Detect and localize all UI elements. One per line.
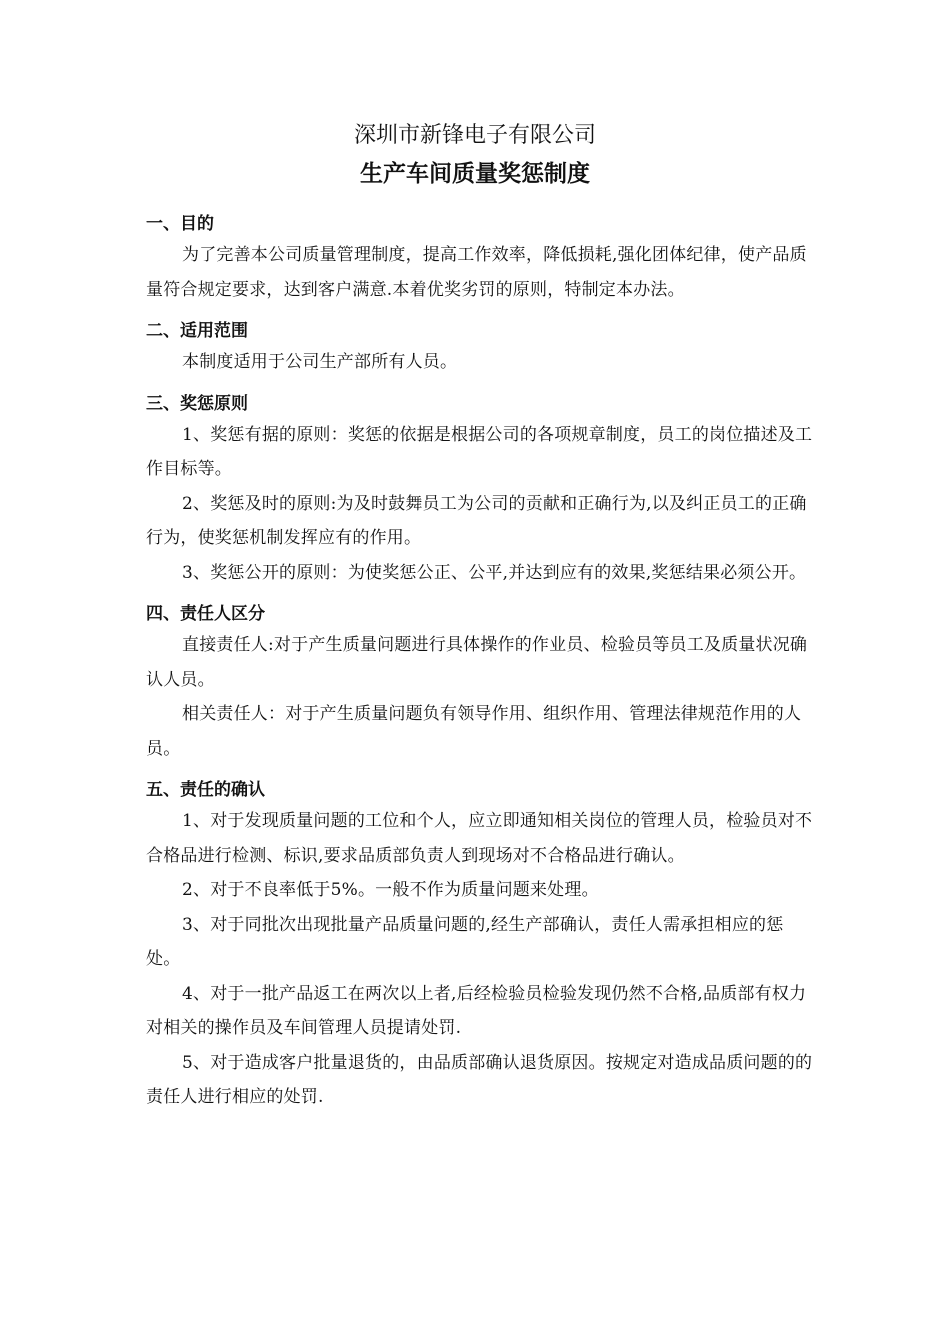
paragraph: 2、对于不良率低于5%。一般不作为质量问题来处理。 [182, 880, 599, 900]
section-principles [146, 390, 816, 591]
company-name: 深圳市新锋电子有限公司 [353, 123, 596, 148]
paragraph: 3、对于同批次出现批量产品质量问题的,经生产部确认，责任人需承担相应的惩处。 [146, 914, 784, 969]
paragraph: 1、奖惩有据的原则：奖惩的依据是根据公司的各项规章制度，员工的岗位描述及工作目标等。 [146, 424, 813, 479]
section-responsible-persons [146, 600, 816, 766]
document-title: 生产车间质量奖惩制度 [360, 161, 590, 187]
paragraph: 本制度适用于公司生产部所有人员。 [182, 352, 458, 372]
section-heading: 二、适用范围 [146, 321, 248, 341]
paragraph: 相关责任人：对于产生质量问题负有领导作用、组织作用、管理法律规范作用的人员。 [146, 704, 802, 759]
paragraph: 3、奖惩公开的原则：为使奖惩公正、公平,并达到应有的效果,奖惩结果必须公开。 [182, 562, 807, 583]
section-heading: 一、目的 [146, 214, 214, 234]
paragraph: 直接责任人:对于产生质量问题进行具体操作的作业员、检验员等员工及质量状况确认人员。 [146, 635, 808, 690]
section-responsibility-confirmation [146, 776, 816, 1115]
section-heading: 三、奖惩原则 [146, 393, 248, 414]
paragraph: 1、对于发现质量问题的工位和个人，应立即通知相关岗位的管理人员，检验员对不合格品进行检测、标识,要求品质部负责人到现场对不合格品进行确认。 [146, 811, 813, 866]
paragraph: 5、对于造成客户批量退货的，由品质部确认退货原因。按规定对造成品质问题的的责任人进行相应的处罚. [146, 1052, 813, 1107]
paragraph: 为了完善本公司质量管理制度，提高工作效率，降低损耗,强化团体纪律，使产品质量符合规定要求，达到客户满意.本着优奖劣罚的原则，特制定本办法。 [146, 245, 807, 300]
section-heading: 四、责任人区分 [146, 604, 265, 624]
paragraph: 2、奖惩及时的原则:为及时鼓舞员工为公司的贡献和正确行为,以及纠正员工的正确行为，使奖惩机制发挥应有的作用。 [146, 493, 807, 548]
section-purpose [146, 210, 816, 307]
section-scope [146, 317, 816, 380]
paragraph: 4、对于一批产品返工在两次以上者,后经检验员检验发现仍然不合格,品质部有权力对相关的操作员及车间管理人员提请处罚. [146, 983, 807, 1038]
document-body [146, 210, 816, 1115]
section-heading: 五、责任的确认 [146, 780, 265, 800]
